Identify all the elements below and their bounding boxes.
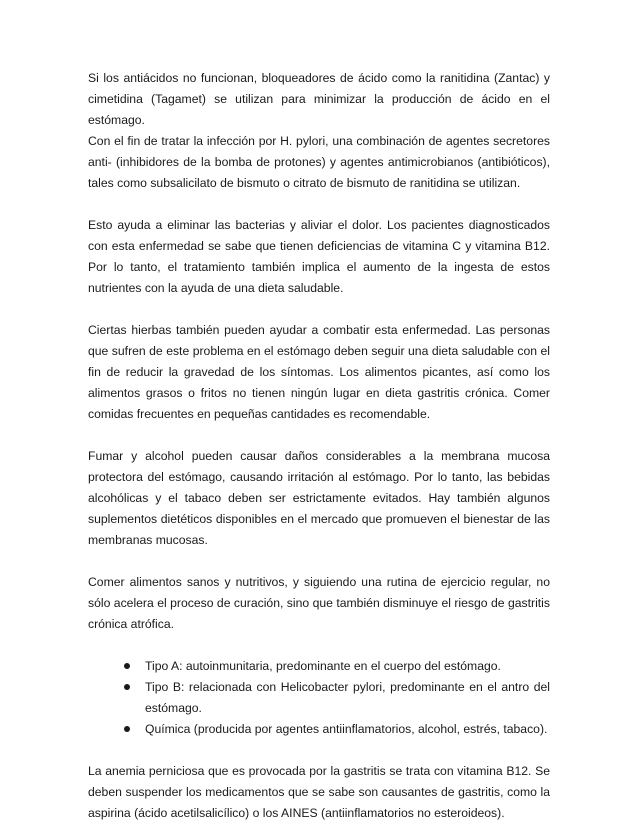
paragraph-h-pylori-treatment: Con el fin de tratar la infección por H. pylori, una combinación de agentes secretores anti- (inhibidores de la bomba de protones) y agentes antimicrobianos (antibióticos), tales como subsalicilato de bismuto o citrato de bismuto de ranitidina se utilizan.: [88, 134, 550, 190]
gastritis-types-list: [88, 656, 550, 740]
bullet-icon: [124, 663, 130, 669]
list-item: [88, 719, 550, 740]
paragraph-exercise: Comer alimentos sanos y nutritivos, y siguiendo una rutina de ejercicio regular, no sólo acelera el proceso de curación, sino que también disminuye el riesgo de gastritis crónica atrófica.: [88, 575, 550, 631]
list-item-text: Tipo B: relacionada con Helicobacter pylori, predominante en el antro del estómago.: [145, 680, 550, 715]
bullet-icon: [124, 684, 130, 690]
paragraph-antacids: Si los antiácidos no funcionan, bloqueadores de ácido como la ranitidina (Zantac) y cimetidina (Tagamet) se utilizan para minimizar la producción de ácido en el estómago.: [88, 71, 550, 127]
list-item-text: Tipo A: autoinmunitaria, predominante en el cuerpo del estómago.: [145, 659, 501, 673]
document-body: [88, 68, 550, 824]
list-item: [88, 656, 550, 677]
list-item-text: Química (producida por agentes antiinflamatorios, alcohol, estrés, tabaco).: [145, 722, 548, 736]
paragraph-bacteria-vitamins: Esto ayuda a eliminar las bacterias y aliviar el dolor. Los pacientes diagnosticados con esta enfermedad se sabe que tienen deficiencias de vitamina C y vitamina B12. Por lo tanto, el tratamiento también implica el aumento de la ingesta de estos nutrientes con la ayuda de una dieta saludable.: [88, 218, 550, 295]
bullet-icon: [124, 726, 130, 732]
paragraph-smoking-alcohol: Fumar y alcohol pueden causar daños considerables a la membrana mucosa protectora del estómago, causando irritación al estómago. Por lo tanto, las bebidas alcohólicas y el tabaco deben ser estrictamente evitados. Hay también algunos suplementos dietéticos disponibles en el mercado que promueven el bienestar de las membranas mucosas.: [88, 449, 550, 547]
paragraph-anemia: La anemia perniciosa que es provocada por la gastritis se trata con vitamina B12. Se deben suspender los medicamentos que se sabe son causantes de gastritis, como la aspirina (ácido acetilsalicílico) o los AINES (antiinflamatorios no esteroideos).: [88, 764, 550, 820]
paragraph-herbs-diet: Ciertas hierbas también pueden ayudar a combatir esta enfermedad. Las personas que sufren de este problema en el estómago deben seguir una dieta saludable con el fin de reducir la gravedad de los síntomas. Los alimentos picantes, así como los alimentos grasos o fritos no tienen ningún lugar en dieta gastritis crónica. Comer comidas frecuentes en pequeñas cantidades es recomendable.: [88, 323, 550, 421]
list-item: [88, 677, 550, 719]
